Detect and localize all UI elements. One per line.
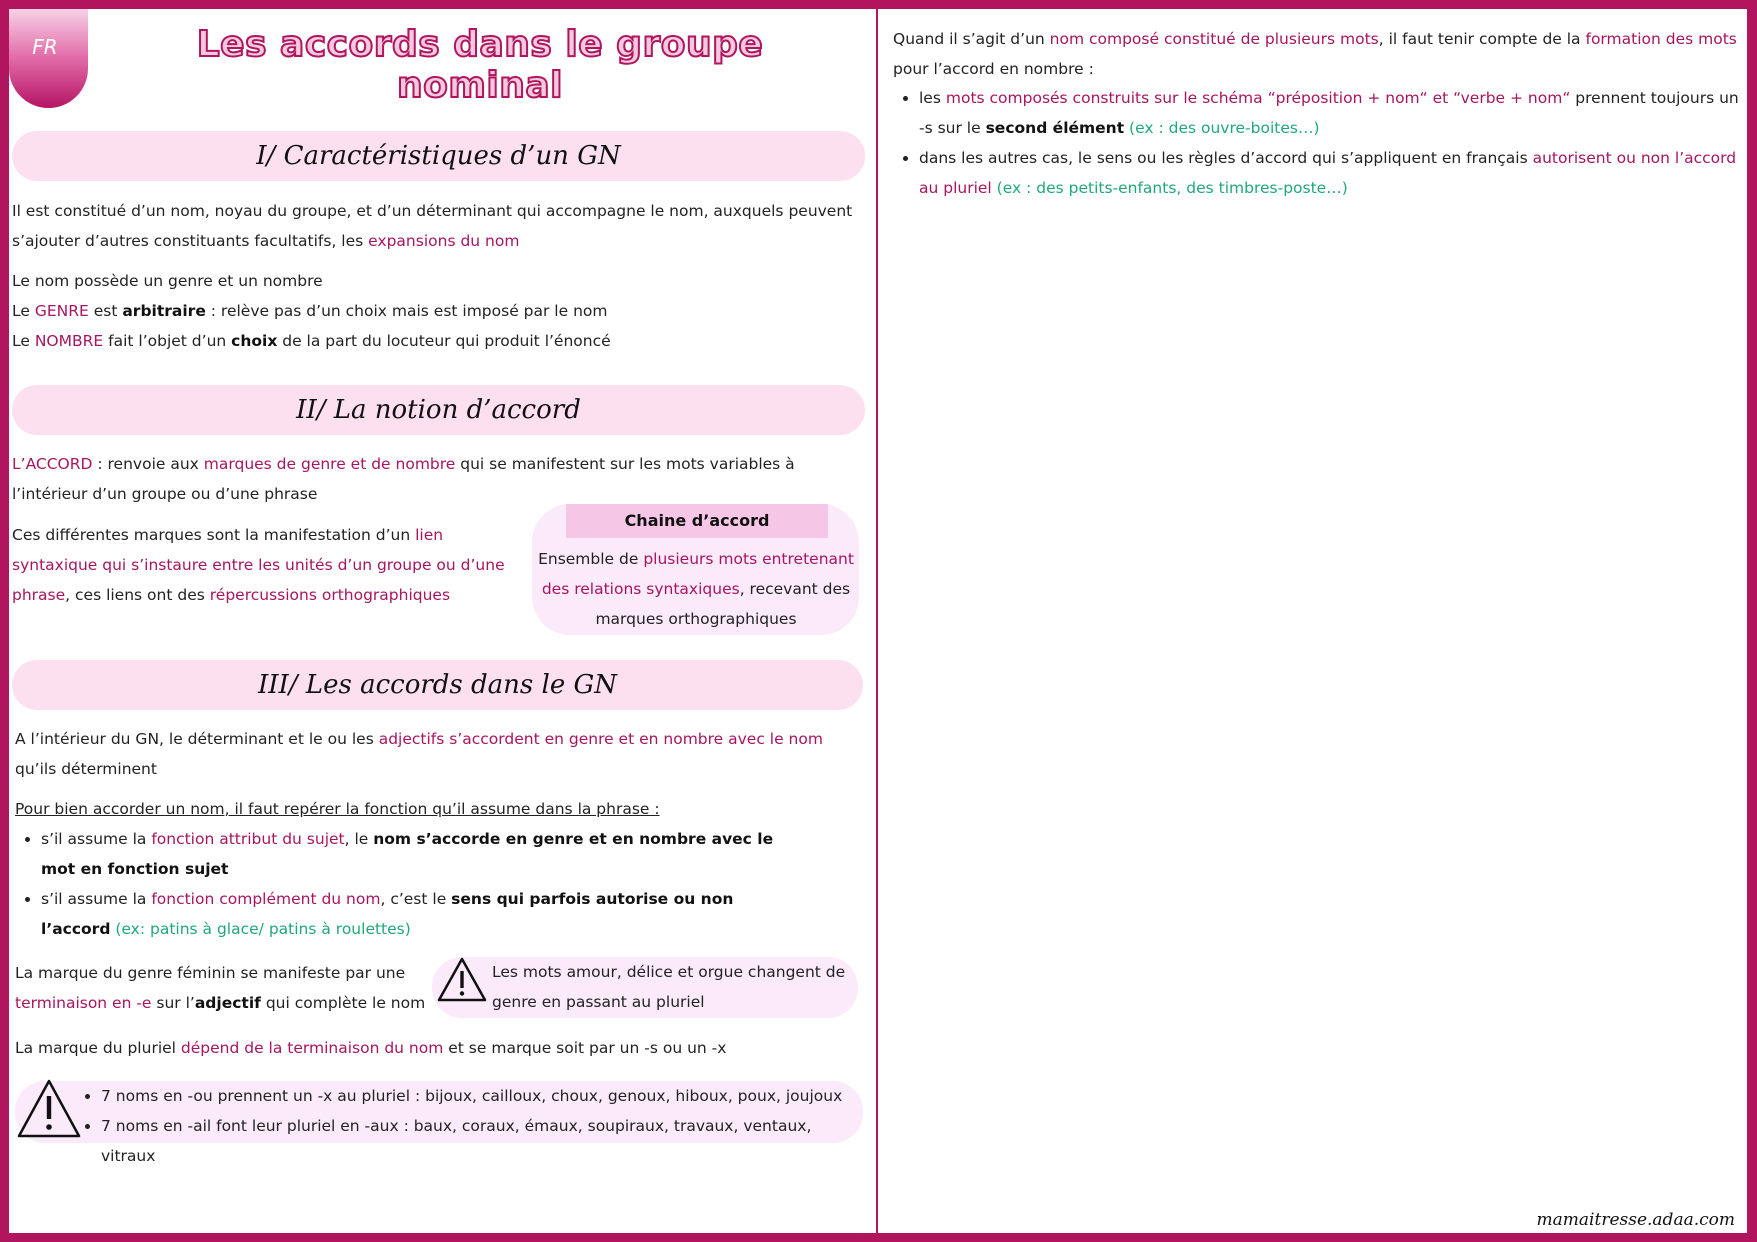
page-title: Les accords dans le groupe nominal <box>196 24 764 106</box>
right-paragraph-1: Quand il s’agit d’un nom composé constitué de plusieurs mots, il faut tenir compte de la formation des mots pour l’accord en nombre : <box>893 30 1737 78</box>
warning-icon <box>436 956 488 1004</box>
section-1-nombre-line: Le NOMBRE fait l’objet d’un choix de la part du locuteur qui produit l’énoncé <box>12 332 611 350</box>
chaine-accord-title: Chaine d’accord <box>566 504 828 538</box>
subject-tab-label: FR <box>32 35 58 59</box>
section-1-heading: I/ Caractéristiques d’un GN <box>12 131 865 181</box>
list-item: • s’il assume la fonction complément du nom, c’est le sens qui parfois autorise ou non l’accord (ex: patins à glace/ patins à roulettes) <box>41 884 805 944</box>
section-3-rule-intro: Pour bien accorder un nom, il faut repérer la fonction qu’il assume dans la phrase : <box>15 800 660 818</box>
list-item: • s’il assume la fonction attribut du sujet, le nom s’accorde en genre et en nombre avec le mot en fonction sujet <box>41 824 805 884</box>
column-divider <box>876 0 878 1242</box>
list-item: • les mots composés construits sur le schéma “préposition + nom“ et “verbe + nom“ prennent toujours un -s sur le second élément (ex : des ouvre-boites…) <box>919 83 1745 143</box>
section-3-paragraph-1: A l’intérieur du GN, le déterminant et le ou les adjectifs s’accordent en genre et en nombre avec le nom qu’ils déterminent <box>15 730 823 778</box>
section-1-genre-line: Le GENRE est arbitraire : relève pas d’un choix mais est imposé par le nom <box>12 302 608 320</box>
section-2-paragraph-2: Ces différentes marques sont la manifestation d’un lien syntaxique qui s’instaure entre les unités d’un groupe ou d’une phrase, ces liens ont des répercussions orthographiques <box>12 526 505 604</box>
genre-warning-text: Les mots amour, délice et orgue changent de genre en passant au pluriel <box>492 963 846 1011</box>
section-1-paragraph-1: Il est constitué d’un nom, noyau du groupe, et d’un déterminant qui accompagne le nom, auxquels peuvent s’ajouter d’autres constituants facultatifs, les expansions du nom <box>12 202 853 250</box>
list-item: • dans les autres cas, le sens ou les règles d’accord qui s’appliquent en français autorisent ou non l’accord au pluriel (ex : des petits-enfants, des timbres-poste…) <box>919 143 1745 203</box>
genre-warning-box <box>432 957 858 1018</box>
list-item: • 7 noms en -ou prennent un -x au pluriel : bijoux, cailloux, choux, genoux, hiboux, poux, joujoux <box>101 1081 865 1111</box>
section-2-paragraph-1: L’ACCORD : renvoie aux marques de genre et de nombre qui se manifestent sur les mots variables à l’intérieur d’un groupe ou d’une phrase <box>12 455 795 503</box>
section-3-pluriel-paragraph: La marque du pluriel dépend de la terminaison du nom et se marque soit par un -s ou un -x <box>15 1039 727 1057</box>
section-1-paragraph-2: Le nom possède un genre et un nombre <box>12 272 323 290</box>
section-3-feminin-paragraph: La marque du genre féminin se manifeste par une terminaison en -e sur l’adjectif qui complète le nom <box>15 964 426 1012</box>
warning-icon <box>15 1077 83 1141</box>
list-item: • 7 noms en -ail font leur pluriel en -aux : baux, coraux, émaux, soupiraux, travaux, ventaux, vitraux <box>101 1111 865 1171</box>
chaine-accord-definition: Ensemble de plusieurs mots entretenant des relations syntaxiques, recevant des marques orthographiques <box>538 550 854 628</box>
pluriel-exceptions-list <box>75 1081 865 1171</box>
subject-tab <box>9 9 88 108</box>
section-3-rule-list <box>15 824 805 944</box>
section-3-heading: III/ Les accords dans le GN <box>12 660 863 710</box>
section-2-heading: II/ La notion d’accord <box>12 385 865 435</box>
footer-website: mamaitresse.adaa.com <box>1536 1210 1735 1230</box>
chaine-accord-box <box>532 504 859 635</box>
right-rule-list <box>893 83 1745 203</box>
pluriel-exceptions-box <box>15 1081 863 1165</box>
